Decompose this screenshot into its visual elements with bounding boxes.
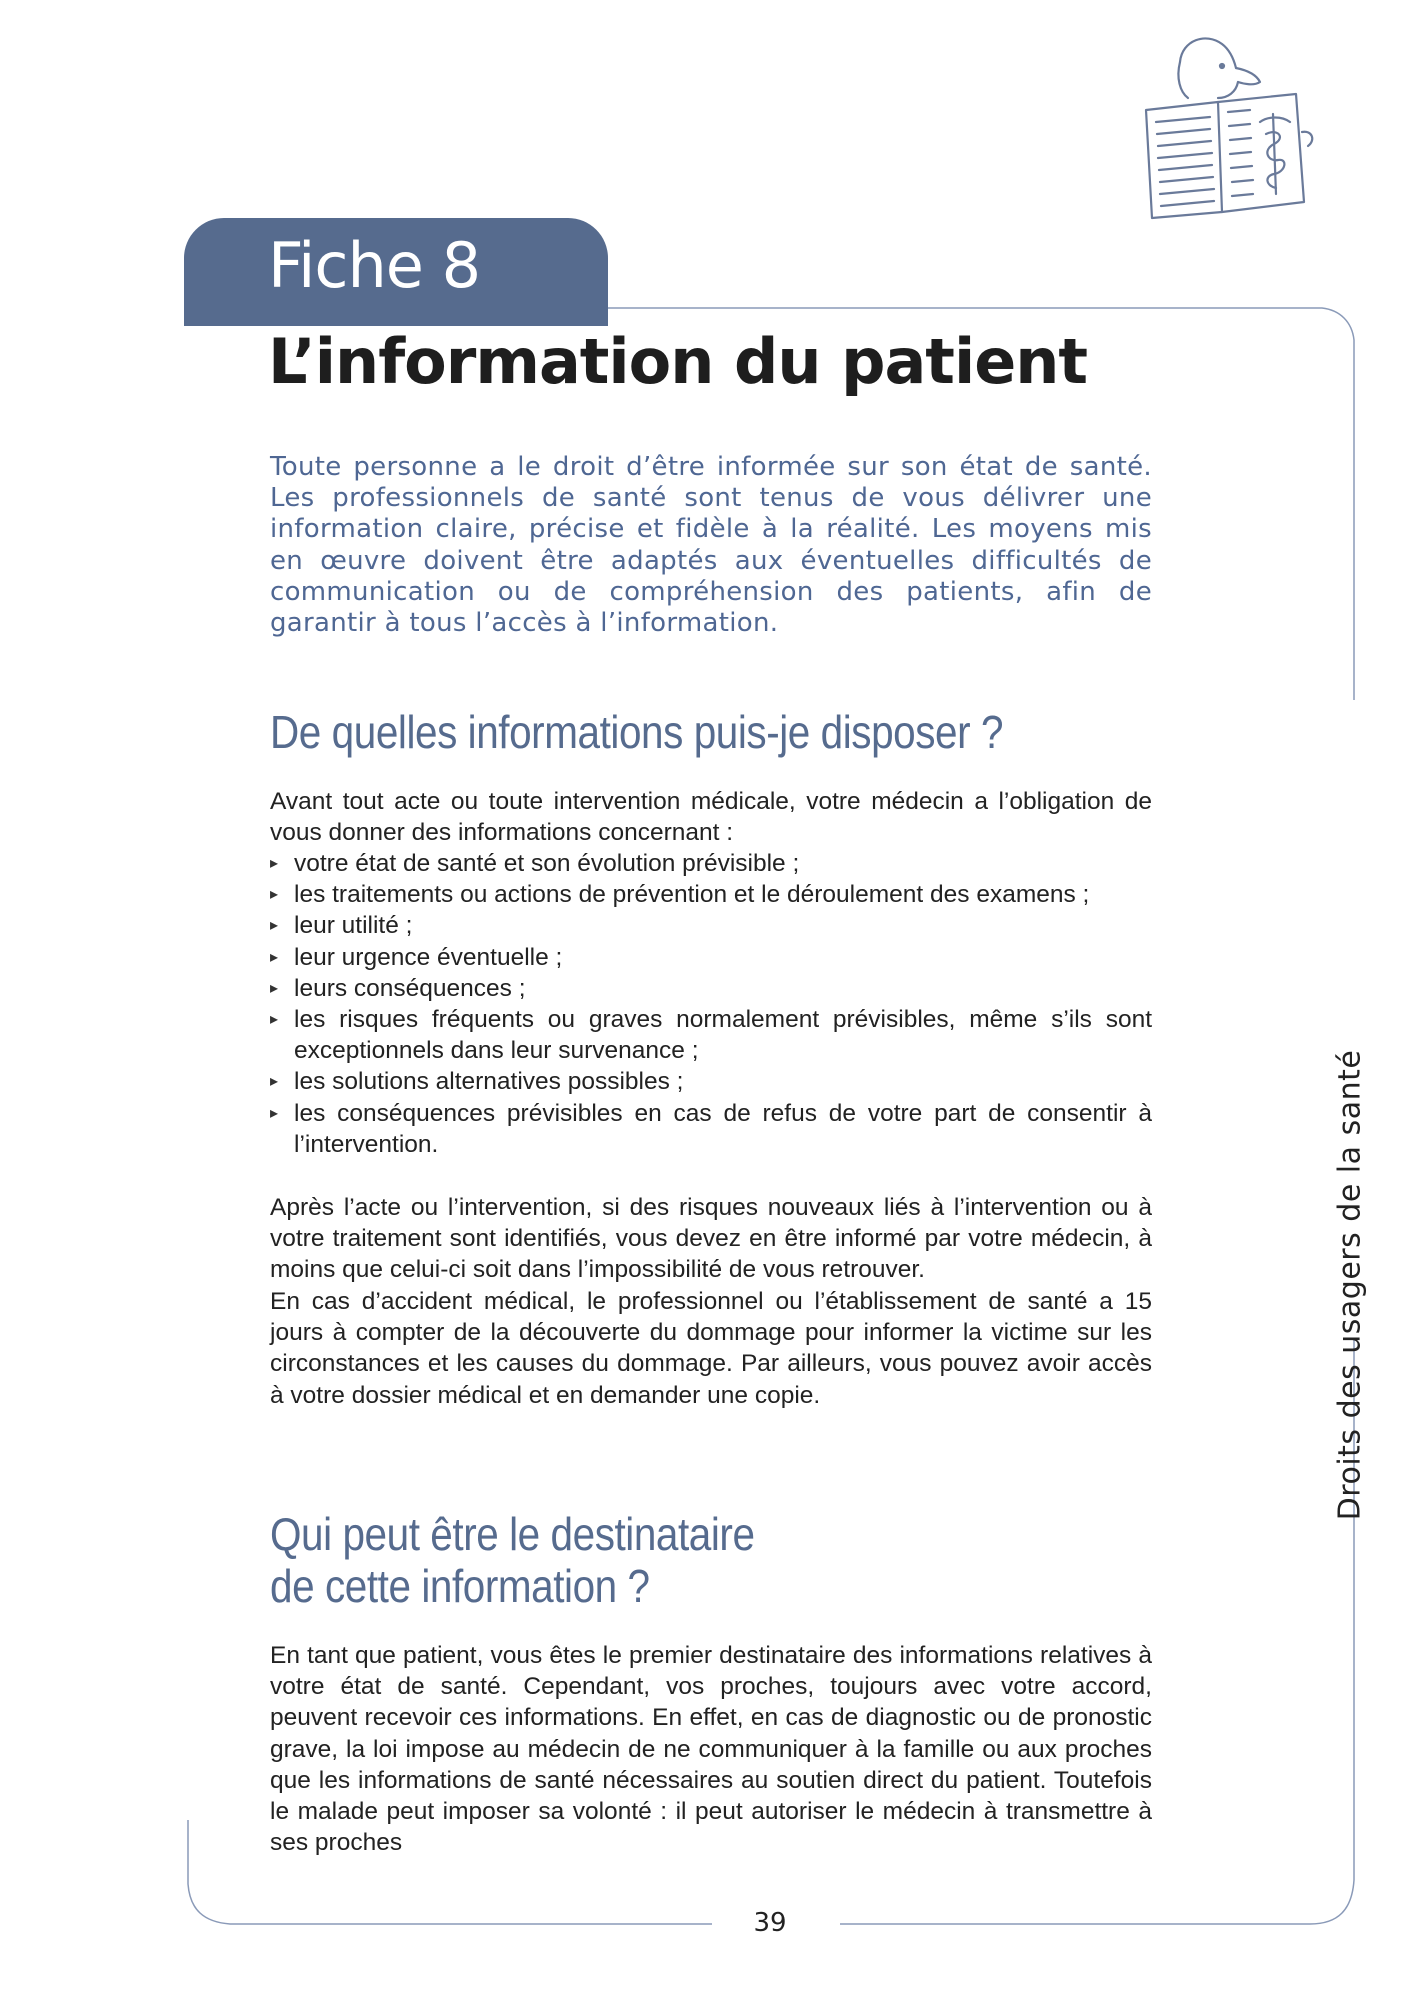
list-item: ▸ leur utilité ; <box>270 910 1152 941</box>
section1-accident-paragraph: En cas d’accident médical, le professionnel ou l’établissement de santé a 15 jours à compter de la découverte du dommage pour informer la victime sur les circonstances et les causes du dommage. Par ailleurs, vous pouvez avoir accès à votre dossier médical et en demander une copie. <box>270 1288 1152 1409</box>
intro-paragraph: Toute personne a le droit d’être informée sur son état de santé. Les professionnels de santé sont tenus de vous délivrer une information claire, précise et fidèle à la réalité. Les moyens mis en œuvre doivent être adaptés aux éventuelles difficultés de communication ou de compréhension des patients, afin de garantir à tous l’accès à l’information. <box>270 452 1152 639</box>
list-item: ▸ les solutions alternatives possibles ; <box>270 1066 1152 1097</box>
section2-body: En tant que patient, vous êtes le premier destinataire des informations relatives à votre état de santé. Cependant, vos proches, toujours avec votre accord, peuvent recevoir ces informations. En effet, en cas de diagnostic ou de pronostic grave, la loi impose au médecin de ne communiquer à la famille ou aux proches que les informations de santé nécessaires au soutien direct du patient. Toutefois le malade peut imposer sa volonté : il peut autoriser le médecin à transmettre à ses proches <box>270 1642 1152 1857</box>
information-bullet-list <box>270 848 1152 1160</box>
list-item: ▸ leurs conséquences ; <box>270 973 1152 1004</box>
fiche-label: Fiche 8 <box>268 229 481 302</box>
list-item: ▸ votre état de santé et son évolution prévisible ; <box>270 848 1152 879</box>
section1-lead: Avant tout acte ou toute intervention médicale, votre médecin a l’obligation de vous donner des informations concernant : <box>270 788 1152 847</box>
section-heading-informations: De quelles informations puis-je disposer ? <box>270 706 1004 758</box>
section1-after-paragraph: Après l’acte ou l’intervention, si des risques nouveaux liés à l’intervention ou à votre traitement sont identifiés, vous devez en être informé par votre médecin, à moins que celui-ci soit dans l’impossibilité de vous retrouver. <box>270 1194 1152 1284</box>
section-heading-destinataire: Qui peut être le destinataire de cette information ? <box>270 1508 755 1612</box>
sidebar-vertical-label: Droits des usagers de la santé <box>1332 1049 1368 1521</box>
page-number: 39 <box>753 1908 787 1938</box>
list-item: ▸ leur urgence éventuelle ; <box>270 942 1152 973</box>
page-title: L’information du patient <box>268 325 1088 398</box>
list-item: ▸ les risques fréquents ou graves normalement prévisibles, même s’ils sont exceptionnels dans leur survenance ; <box>270 1004 1152 1066</box>
list-item: ▸ les conséquences prévisibles en cas de refus de votre part de consentir à l’intervention. <box>270 1098 1152 1160</box>
list-item: ▸ les traitements ou actions de prévention et le déroulement des examens ; <box>270 879 1152 910</box>
